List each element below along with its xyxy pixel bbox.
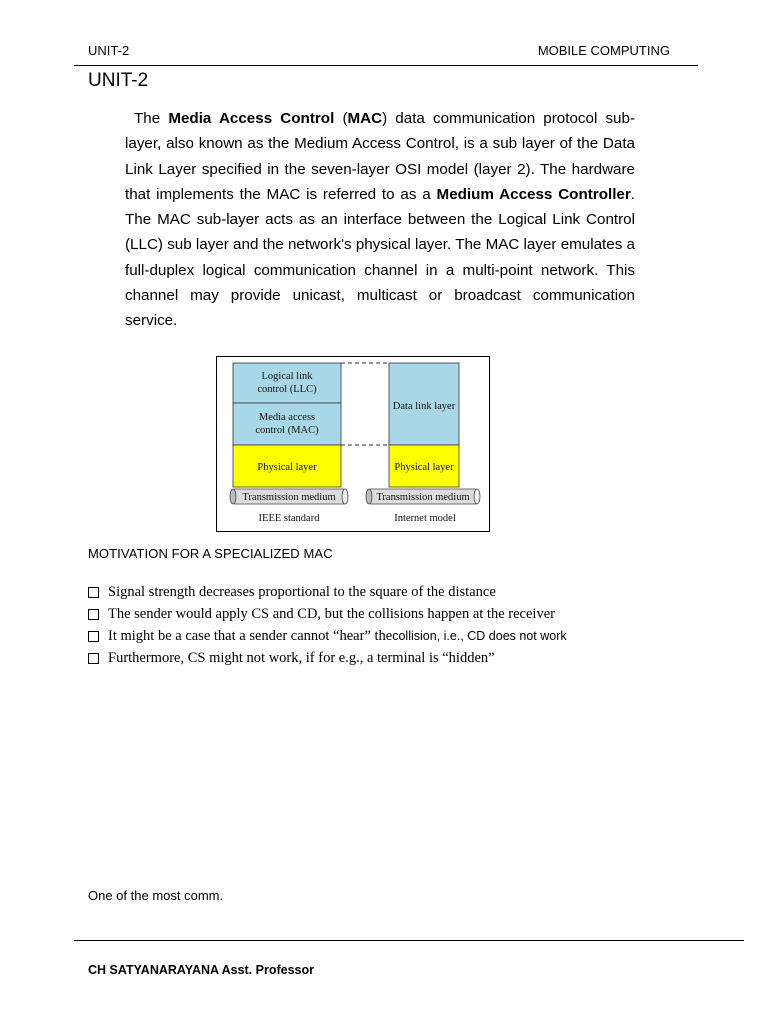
llc-label-2: control (LLC) xyxy=(257,384,317,395)
mac-label-2: control (MAC) xyxy=(255,425,319,436)
llc-label-1: Logical link xyxy=(261,371,313,382)
llc-box xyxy=(233,363,341,403)
mac-label-1: Media access xyxy=(258,412,316,423)
mac-box xyxy=(233,403,341,445)
list-item: It might be a case that a sender cannot “hear” the collision, i.e., CD does not work xyxy=(88,625,567,647)
caption-ieee: IEEE standard xyxy=(258,513,320,524)
transmission-left-label: Transmission medium xyxy=(242,492,336,503)
physical-left-label: Physical layer xyxy=(257,462,317,473)
checkbox-bullet-icon xyxy=(88,631,99,642)
intro-paragraph: The Media Access Control (MAC) data communication protocol sub-layer, also known as the Medium Access Control, is a sub layer of the Data Link Layer specified in the seven-layer OSI model (layer 2). The hardware that implements the MAC is referred to as a Medium Access Controller. The MAC sub-layer acts as an interface between the Logical Link Control (LLC) sub layer and the network's physical layer. The MAC layer emulates a full-duplex logical communication channel in a multi-point network. This channel may provide unicast, multicast or broadcast communication service. xyxy=(125,110,636,330)
header-subject: MOBILE COMPUTING xyxy=(537,43,670,58)
transmission-right-label: Transmission medium xyxy=(376,492,470,503)
data-link-label: Data link layer xyxy=(392,401,456,412)
page-title: UNIT-2 xyxy=(88,70,149,91)
list-item: Furthermore, CS might not work, if for e.g., a terminal is “hidden” xyxy=(88,647,567,669)
footer-rule xyxy=(74,940,744,941)
checkbox-bullet-icon xyxy=(88,609,99,620)
mac-layer-diagram xyxy=(216,356,490,532)
list-item: The sender would apply CS and CD, but the collisions happen at the receiver xyxy=(88,603,567,625)
motivation-list xyxy=(88,581,567,669)
list-item: Signal strength decreases proportional to the square of the distance xyxy=(88,581,567,603)
physical-right-label: Physical layer xyxy=(394,462,454,473)
checkbox-bullet-icon xyxy=(88,587,99,598)
trailing-text: One of the most comm. xyxy=(88,888,224,903)
header-rule xyxy=(74,65,698,66)
checkbox-bullet-icon xyxy=(88,653,99,664)
caption-internet: Internet model xyxy=(394,513,456,524)
footer-author: CH SATYANARAYANA Asst. Professor xyxy=(88,963,314,977)
header-unit: UNIT-2 xyxy=(88,43,130,58)
section-heading: MOTIVATION FOR A SPECIALIZED MAC xyxy=(88,546,333,561)
